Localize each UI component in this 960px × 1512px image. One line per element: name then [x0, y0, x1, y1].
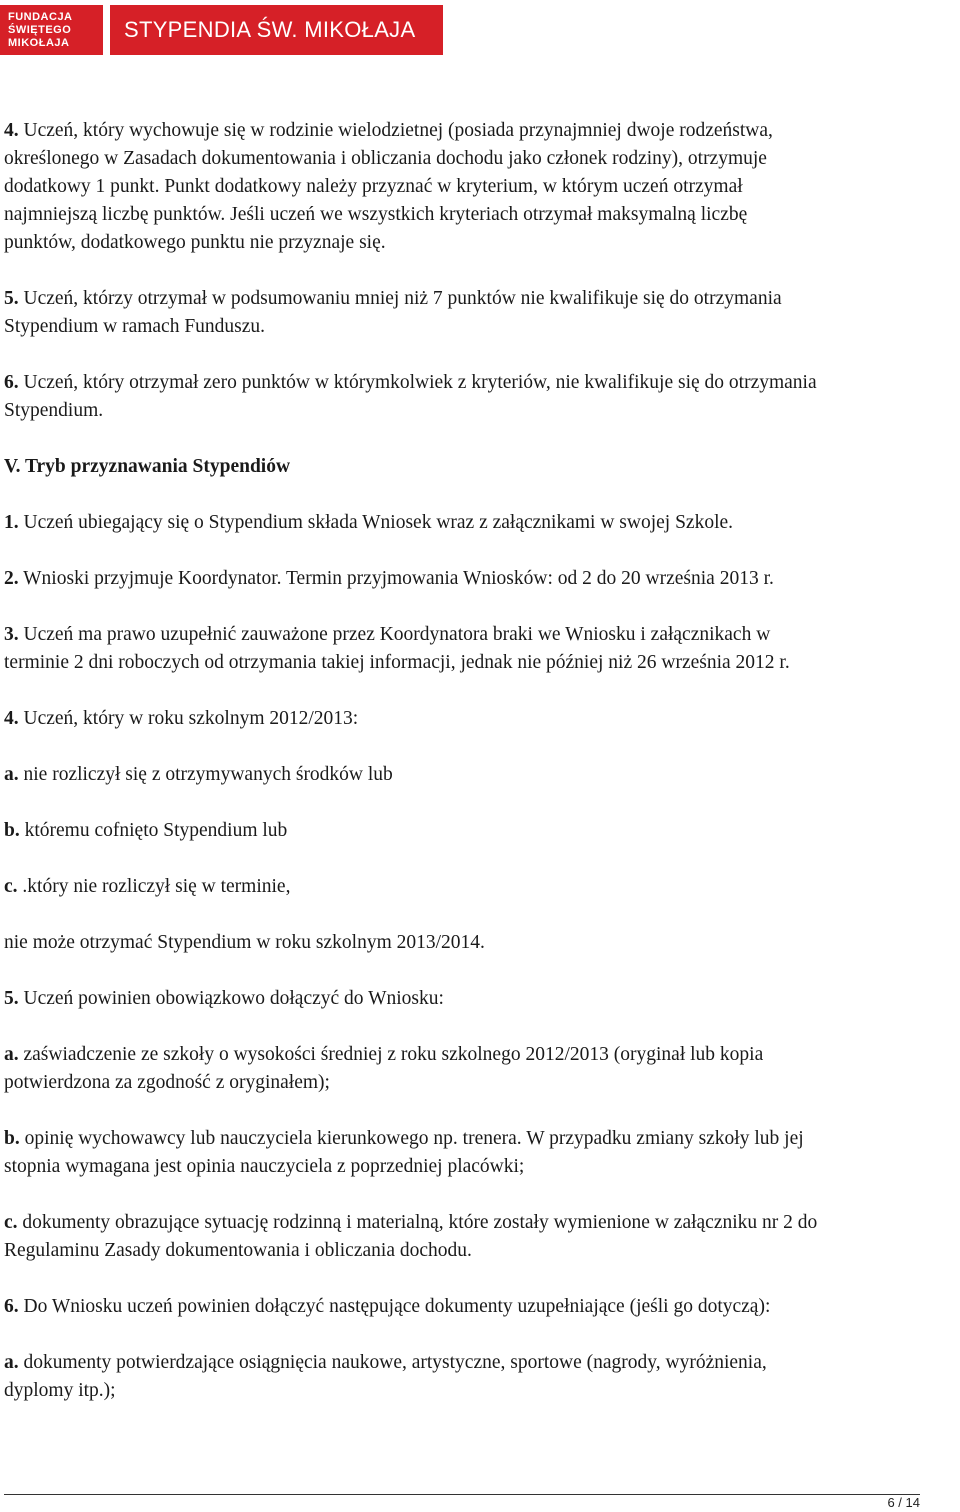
- paragraph-gap: [4, 537, 949, 565]
- section-heading: V. Tryb przyznawania Stypendiów: [4, 456, 291, 477]
- paragraph-line: [4, 117, 949, 145]
- paragraph-gap: [4, 901, 949, 929]
- paragraph-line: [4, 145, 949, 173]
- paragraph-gap: [4, 341, 949, 369]
- line-text: dodatkowy 1 punkt. Punkt dodatkowy należy przyznać w kryterium, w którym uczeń otrzymał: [4, 176, 743, 197]
- paragraph-gap: [4, 593, 949, 621]
- paragraph-line: [4, 705, 949, 733]
- paragraph-gap: [4, 957, 949, 985]
- line-text: punktów, dodatkowego punktu nie przyznaje się.: [4, 232, 386, 253]
- item-number: c.: [4, 876, 18, 897]
- paragraph-gap: [4, 425, 949, 453]
- paragraph-line: [4, 313, 949, 341]
- page-number: 6 / 14: [887, 1495, 920, 1510]
- paragraph-gap: [4, 677, 949, 705]
- paragraph-line: [4, 761, 949, 789]
- line-text: dokumenty potwierdzające osiągnięcia naukowe, artystyczne, sportowe (nagrody, wyróżnienia,: [23, 1352, 767, 1373]
- foundation-logo[interactable]: [0, 5, 103, 55]
- paragraph-gap: [4, 1181, 949, 1209]
- line-text: opinię wychowawcy lub nauczyciela kierunkowego np. trenera. W przypadku zmiany szkoły lub jej: [24, 1128, 804, 1149]
- paragraph-line: [4, 173, 949, 201]
- document-body: [4, 117, 949, 1405]
- item-number: c.: [4, 1212, 18, 1233]
- item-number: 1.: [4, 512, 19, 533]
- line-text: dokumenty obrazujące sytuację rodzinną i materialną, które zostały wymienione w załączniku nr 2 do: [22, 1212, 818, 1233]
- paragraph-line: [4, 201, 949, 229]
- paragraph-gap: [4, 1097, 949, 1125]
- paragraph-line: [4, 229, 949, 257]
- line-text: nie może otrzymać Stypendium w roku szkolnym 2013/2014.: [4, 932, 485, 953]
- item-number: a.: [4, 764, 19, 785]
- paragraph-line: [4, 1377, 949, 1405]
- paragraph-line: [4, 1293, 949, 1321]
- line-text: zaświadczenie ze szkoły o wysokości średniej z roku szkolnego 2012/2013 (oryginał lub kopia: [23, 1044, 764, 1065]
- header: [0, 0, 960, 56]
- footer-divider: [4, 1494, 920, 1495]
- paragraph-gap: [4, 1265, 949, 1293]
- paragraph-gap: [4, 845, 949, 873]
- paragraph-line: [4, 565, 949, 593]
- paragraph-line: [4, 929, 949, 957]
- line-text: Uczeń, który w roku szkolnym 2012/2013:: [23, 708, 359, 729]
- item-number: b.: [4, 1128, 20, 1149]
- line-text: .który nie rozliczył się w terminie,: [22, 876, 291, 897]
- line-text: Uczeń ubiegający się o Stypendium składa Wniosek wraz z załącznikami w swojej Szkole.: [23, 512, 734, 533]
- paragraph-line: [4, 649, 949, 677]
- item-number: 2.: [4, 568, 19, 589]
- line-text: Uczeń, którzy otrzymał w podsumowaniu mniej niż 7 punktów nie kwalifikuje się do otrzymania: [23, 288, 782, 309]
- logo-line: FUNDACJA: [8, 11, 73, 23]
- line-text: Uczeń powinien obowiązkowo dołączyć do Wniosku:: [23, 988, 444, 1009]
- logo-line: ŚWIĘTEGO: [8, 24, 72, 36]
- item-number: 6.: [4, 372, 19, 393]
- paragraph-line: [4, 1349, 949, 1377]
- line-text: najmniejszą liczbę punktów. Jeśli uczeń we wszystkich kryteriach otrzymał maksymalną liczbę: [4, 204, 748, 225]
- item-number: 4.: [4, 708, 19, 729]
- line-text: określonego w Zasadach dokumentowania i obliczania dochodu jako członek rodziny), otrzymuje: [4, 148, 767, 169]
- paragraph-line: [4, 397, 949, 425]
- line-text: Wnioski przyjmuje Koordynator. Termin przyjmowania Wniosków: od 2 do 20 września 2013 r.: [23, 568, 774, 589]
- line-text: nie rozliczył się z otrzymywanych środków lub: [23, 764, 393, 785]
- paragraph-line: [4, 817, 949, 845]
- line-text: dyplomy itp.);: [4, 1380, 116, 1401]
- line-text: stopnia wymagana jest opinia nauczyciela z poprzedniej placówki;: [4, 1156, 525, 1177]
- paragraph-line: [4, 1153, 949, 1181]
- paragraph-gap: [4, 733, 949, 761]
- paragraph-line: [4, 1209, 949, 1237]
- item-number: 3.: [4, 624, 19, 645]
- item-number: b.: [4, 820, 20, 841]
- item-number: 4.: [4, 120, 19, 141]
- line-text: Uczeń, który wychowuje się w rodzinie wielodzietnej (posiada przynajmniej dwoje rodzeństwa,: [23, 120, 773, 141]
- paragraph-line: [4, 1125, 949, 1153]
- paragraph-line: [4, 873, 949, 901]
- line-text: Uczeń, który otrzymał zero punktów w którymkolwiek z kryteriów, nie kwalifikuje się do otrzymania: [23, 372, 817, 393]
- banner-title[interactable]: STYPENDIA ŚW. MIKOŁAJA: [110, 5, 443, 55]
- item-number: a.: [4, 1352, 19, 1373]
- paragraph-line: [4, 369, 949, 397]
- paragraph-line: [4, 1237, 949, 1265]
- logo-line: MIKOŁAJA: [8, 37, 70, 49]
- item-number: 5.: [4, 988, 19, 1009]
- line-text: Stypendium w ramach Funduszu.: [4, 316, 266, 337]
- line-text: któremu cofnięto Stypendium lub: [24, 820, 288, 841]
- paragraph-line: [4, 985, 949, 1013]
- paragraph-line: [4, 509, 949, 537]
- paragraph-line: [4, 1041, 949, 1069]
- item-number: 6.: [4, 1296, 19, 1317]
- paragraph-gap: [4, 481, 949, 509]
- line-text: Uczeń ma prawo uzupełnić zauważone przez Koordynatora braki we Wniosku i załącznikach w: [23, 624, 771, 645]
- item-number: 5.: [4, 288, 19, 309]
- line-text: terminie 2 dni roboczych od otrzymania takiej informacji, jednak nie później niż 26 września 2012 r.: [4, 652, 790, 673]
- paragraph-line: [4, 621, 949, 649]
- line-text: Regulaminu Zasady dokumentowania i obliczania dochodu.: [4, 1240, 472, 1261]
- paragraph-gap: [4, 789, 949, 817]
- paragraph-gap: [4, 1013, 949, 1041]
- paragraph-gap: [4, 1321, 949, 1349]
- line-text: potwierdzona za zgodność z oryginałem);: [4, 1072, 330, 1093]
- paragraph-gap: [4, 257, 949, 285]
- item-number: a.: [4, 1044, 19, 1065]
- paragraph-line: [4, 1069, 949, 1097]
- line-text: Do Wniosku uczeń powinien dołączyć następujące dokumenty uzupełniające (jeśli go dotyczą):: [23, 1296, 771, 1317]
- line-text: Stypendium.: [4, 400, 104, 421]
- paragraph-line: [4, 285, 949, 313]
